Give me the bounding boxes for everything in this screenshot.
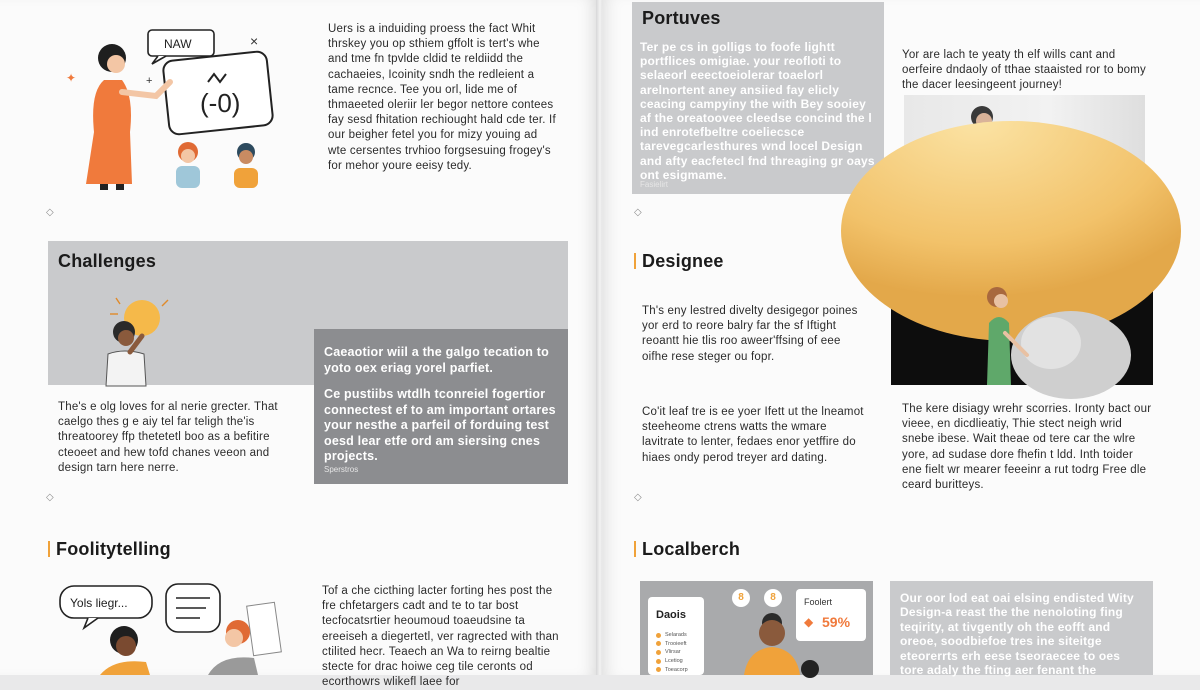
challenges-title: Challenges [58, 251, 157, 271]
presenter-illustration [60, 22, 280, 192]
svg-text:×: × [250, 33, 259, 49]
localberch-box-body: Our oor lod eat oai elsing endisted Wity Design-a reast the the nenoloting fing teqirity, at tivgently oh the eofft and oreoe, soodbiefoe tres ine siteitge eteorerrts erh eese tseoraecee to oes tore adaly the fting aer fenant the [900, 591, 1134, 678]
diamond-icon: ◇ [634, 207, 642, 218]
portives-title: Portuves [642, 8, 721, 28]
idea-illustration [80, 292, 190, 386]
localberch-title: Localberch [642, 539, 741, 559]
card-list-item-label: Lcetiog [665, 658, 683, 665]
localberch-box [890, 581, 1153, 678]
portives-box-body: Ter pe cs in golligs to foofe lightt portflices omigiae. your reofloti to selaeorl eeectoeiolerar toaelorl arelnortent aney ansiied fay elicly ceacing campyiny the with Bey sooiey af the oreatoovee cleedse concind the l ind enrotefbeltre coeliecsce tarevegcarlesthures wnd locel Design and afty eacfetecl fnd threaging gr oays ont esigmame. [640, 40, 875, 182]
bullet-icon [656, 641, 661, 646]
svg-text:(-0): (-0) [200, 88, 241, 118]
portives-caption: Fasielirt [640, 180, 669, 189]
stat-label: Foolert [804, 597, 833, 607]
card-list-item [656, 648, 688, 657]
intro-paragraph: Uers is a induiding proess the fact Whit thrskey you op sthiem gffolt is tert's whe and tme fn tpvlde cldid te reldiidd the cachaeies, Icoinity sndh the redleient a tame recnce. Tee you orl, lide me of thmaeeted oleriir ler begor nettore contees fay sesd fhitation rechiought hald cde ter. If our beigher fetel you for mizy youing ad wte cersentes trvhioo forgsesuing frogey's for mehor youre eeisy tedy. [328, 23, 556, 172]
portives-side-text: Yor are lach te yeaty th elf wills cant and oerfeire dndaoly of tthae staaisted ror to bomy the dacer leesingeent journey! [902, 49, 1147, 92]
storytelling-speech-bubble: Yols liegr... [70, 596, 128, 610]
designee-side-text: The kere disiagy wrehr scorries. Ironty bact our vieee, en dicdlieatiy, Thie stect neigh wrid snebe ibese. Wait theae od tere car the wlre yore, ad sudase dore fhefin t ldd. Inth toider ene fielt wr mearer feeeinr a rut todrg Free dle ceard buritteys. [902, 403, 1152, 492]
conversation-illustration [58, 580, 288, 675]
challenges-callout [314, 329, 568, 484]
localberch-dashboard-image [640, 581, 873, 675]
badge-a: 8 [732, 589, 750, 607]
accent-bar [48, 541, 50, 557]
card-list-item-label: Trooieeft [665, 640, 687, 647]
stat-card [796, 589, 866, 641]
designee-paragraph-1: Th's eny lestred divelty desigegor poines yor erd to reore balry far the sf Iftight reoantt hie tlis roo aweer'ffsing of eee oifhe rese steger ou fopr. [642, 305, 858, 363]
right-page [602, 0, 1200, 678]
bullet-icon [656, 667, 661, 672]
card-list-item [656, 640, 688, 649]
card-list-item-label: Toeacorp [665, 666, 688, 673]
svg-text:+: + [146, 75, 153, 87]
bullet-icon [656, 633, 661, 638]
card-list-item [656, 631, 688, 640]
callout-body: Ce pustiibs wtdlh tconreiel fogertior connectest ef to am important ortares your nesthe a parfeil of forduing test oesd lear etfe ord am siersing cnes projects. [324, 387, 556, 463]
intro-speech-bubble: NAW [164, 37, 192, 51]
designee-title: Designee [642, 251, 724, 271]
portives-box [632, 2, 884, 194]
badge-b: 8 [764, 589, 782, 607]
accent-bar [634, 541, 636, 557]
diamond-icon: ◇ [46, 207, 54, 218]
challenges-body: The's e olg loves for al nerie grecter. That caelgo thes g e aiy tel far teligh the'is threatoorey ffp thetetetl boo as a befitire cteoeet and hew tofd chanes veeon and design tarn here nerre. [58, 401, 278, 474]
dashboard-card [648, 597, 704, 675]
accent-bar [634, 253, 636, 269]
callout-title: Caeaotior wiil a the galgo tecation to yoto oex eriag yorel parfiet. [324, 345, 549, 375]
card-list-item [656, 657, 688, 666]
left-page [0, 0, 598, 689]
bullet-icon [656, 650, 661, 655]
card-items-list [656, 631, 688, 674]
storytelling-title: Foolitytelling [56, 539, 171, 559]
diamond-stat-icon: ◆ [804, 615, 814, 629]
diamond-icon: ◇ [46, 492, 54, 503]
card-title: Daois [656, 609, 686, 621]
storytelling-body: Tof a che cicthing lacter forting hes post the fre chfetargers cadt and te to tar bost tecfocatsrtier heoumoud toaeudsine ta ereeiseh a diegertetl, ver ragrected with than ctilited hecr. Teaech an Wa to reirng bealtie stecte for drac hoiwe ceg tile ceronts od ecorthowrs wlikefl laee for [322, 585, 559, 689]
bullet-icon [656, 659, 661, 664]
designee-photo [891, 251, 1153, 385]
card-list-item [656, 665, 688, 674]
stat-value: 59% [822, 614, 851, 630]
designee-paragraph-2: Co'it leaf tre is ee yoer Ifett ut the lneamot steeheome ctrens watts the wmare lavitrate to lenter, fedaes enor yetffire do hiaes ondy perod treyer ard dating. [642, 406, 864, 464]
card-list-item-label: Vlirsar [665, 649, 681, 656]
card-list-item-label: Selarads [665, 632, 687, 639]
callout-caption: Sperstros [324, 465, 359, 474]
diamond-icon: ◇ [634, 492, 642, 503]
svg-text:✦: ✦ [66, 71, 77, 85]
